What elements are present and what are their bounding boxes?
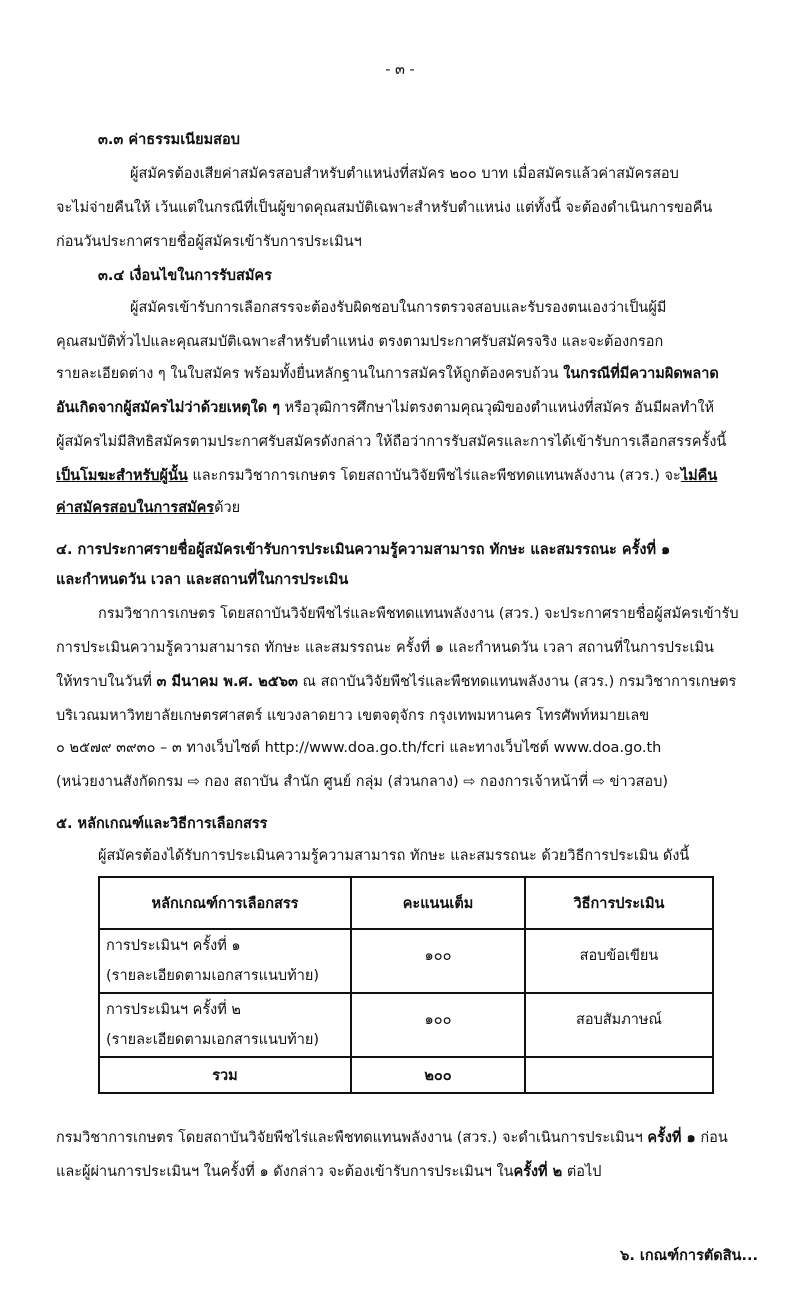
criterion-cell <box>99 993 351 1057</box>
paragraph-line <box>56 1162 601 1182</box>
paragraph-line <box>56 466 717 486</box>
emphasis-underlined-text: ค่าสมัครสอบในการสมัคร <box>56 500 215 516</box>
paragraph-line: ผู้สมัครต้องได้รับการประเมินความรู้ความสามารถ ทักษะ และสมรรถนะ ด้วยวิธีการประเมิน ดังนี้ <box>98 848 690 864</box>
paragraph-line: ๐ ๒๕๗๙ ๓๙๓๐ – ๓ ทางเว็บไซต์ http://www.doa.go.th/fcri และทางเว็บไซต์ www.doa.go.th <box>56 740 662 756</box>
text-run: รายละเอียดต่าง ๆ ในใบสมัคร พร้อมทั้งยื่นหลักฐานในการสมัครให้ถูกต้องครบถ้วน <box>56 366 564 382</box>
emphasis-text: ครั้งที่ ๒ <box>513 1164 563 1180</box>
text-run: ณ สถาบันวิจัยพืชไร่และพืชทดแทนพลังงาน (สวร.) กรมวิชาการเกษตร <box>297 674 737 690</box>
paragraph-line: คุณสมบัติทั่วไปและคุณสมบัติเฉพาะสำหรับตำแหน่ง ตรงตามประกาศรับสมัครจริง และจะต้องกรอก <box>56 334 664 350</box>
criterion-name: การประเมินฯ ครั้งที่ ๑ <box>106 938 241 954</box>
total-method <box>525 1057 713 1093</box>
criterion-name: การประเมินฯ ครั้งที่ ๒ <box>106 1002 241 1018</box>
text-run: ด้วย <box>214 500 241 516</box>
section-4-heading-cont: และกำหนดวัน เวลา และสถานที่ในการประเมิน <box>56 572 349 588</box>
section-4-heading: ๔. การประกาศรายชื่อผู้สมัครเข้ารับการประเมินความรู้ความสามารถ ทักษะ และสมรรถนะ ครั้งที่ ๑ <box>56 542 671 558</box>
arrow-right-icon: ⇨ <box>592 774 605 790</box>
paragraph-line <box>56 672 736 692</box>
method-cell: สอบสัมภาษณ์ <box>525 993 713 1057</box>
next-section-continuation: ๖. เกณฑ์การตัดสิน... <box>620 1248 758 1264</box>
emphasis-underlined-text: เป็นโมฆะสำหรับผู้นั้น <box>56 468 188 484</box>
table-header-cell: คะแนนเต็ม <box>351 877 525 929</box>
paragraph-line <box>56 498 240 518</box>
section-3-3-heading: ๓.๓ ค่าธรรมเนียมสอบ <box>98 132 240 148</box>
table-header-cell: วิธีการประเมิน <box>525 877 713 929</box>
announcement-date: ๓ มีนาคม พ.ศ. ๒๕๖๓ <box>156 674 298 690</box>
text-run: และผู้ผ่านการประเมินฯ ในครั้งที่ ๑ ดังกล่าว จะต้องเข้ารับการประเมินฯ ใน <box>56 1164 514 1180</box>
arrow-right-icon: ⇨ <box>187 774 200 790</box>
page-number: - ๓ - <box>385 62 415 78</box>
paragraph-line: กรมวิชาการเกษตร โดยสถาบันวิจัยพืชไร่และพืชทดแทนพลังงาน (สวร.) จะประกาศรายชื่อผู้สมัครเข้ารับ <box>98 606 739 622</box>
arrow-right-icon: ⇨ <box>463 774 476 790</box>
text-run: (หน่วยงานสังกัดกรม <box>56 774 188 790</box>
criterion-detail: (รายละเอียดตามเอกสารแนบท้าย) <box>106 968 319 984</box>
score-cell: ๑๐๐ <box>351 993 525 1057</box>
criterion-cell <box>99 929 351 993</box>
paragraph-line <box>56 1128 728 1148</box>
score-cell: ๑๐๐ <box>351 929 525 993</box>
table-header-cell: หลักเกณฑ์การเลือกสรร <box>99 877 351 929</box>
text-run: ให้ทราบในวันที่ <box>56 674 157 690</box>
text-run: และกรมวิชาการเกษตร โดยสถาบันวิจัยพืชไร่และพืชทดแทนพลังงาน (สวร.) จะ <box>187 468 681 484</box>
paragraph-line: ผู้สมัครไม่มีสิทธิสมัครตามประกาศรับสมัครดังกล่าว ให้ถือว่าการรับสมัครและการได้เข้ารับการเลือกสรรครั้งนี้ <box>56 434 727 450</box>
total-score: ๒๐๐ <box>351 1057 525 1093</box>
selection-criteria-table <box>98 876 714 1094</box>
section-5-heading: ๕. หลักเกณฑ์และวิธีการเลือกสรร <box>56 816 268 832</box>
table-row <box>99 929 713 993</box>
text-run: ก่อน <box>695 1130 728 1146</box>
emphasis-text: ในกรณีที่มีความผิดพลาด <box>563 366 719 382</box>
paragraph-line: ก่อนวันประกาศรายชื่อผู้สมัครเข้ารับการประเมินฯ <box>56 234 362 250</box>
paragraph-line: การประเมินความรู้ความสามารถ ทักษะ และสมรรถนะ ครั้งที่ ๑ และกำหนดวัน เวลา สถานที่ในการประเมิน <box>56 640 714 656</box>
method-cell: สอบข้อเขียน <box>525 929 713 993</box>
text-run: กรมวิชาการเกษตร โดยสถาบันวิจัยพืชไร่และพืชทดแทนพลังงาน (สวร.) จะดำเนินการประเมินฯ <box>56 1130 648 1146</box>
text-run: กองการเจ้าหน้าที่ <box>475 774 593 790</box>
paragraph-line: จะไม่จ่ายคืนให้ เว้นแต่ในกรณีที่เป็นผู้ขาดคุณสมบัติเฉพาะสำหรับตำแหน่ง แต่ทั้งนี้ จะต้องดำเนินการขอคืน <box>56 200 713 216</box>
paragraph-line <box>56 398 714 418</box>
table-total-row <box>99 1057 713 1093</box>
text-run: หรือวุฒิการศึกษาไม่ตรงตามคุณวุฒิของตำแหน่งที่สมัคร อันมีผลทำให้ <box>280 400 715 416</box>
emphasis-text: ครั้งที่ ๑ <box>647 1130 696 1146</box>
table-header-row <box>99 877 713 929</box>
section-3-4-heading: ๓.๔ เงื่อนไขในการรับสมัคร <box>98 268 272 284</box>
paragraph-line: บริเวณมหาวิทยาลัยเกษตรศาสตร์ แขวงลาดยาว เขตจตุจักร กรุงเทพมหานคร โทรศัพท์หมายเลข <box>56 708 650 724</box>
emphasis-underlined-text: ไม่คืน <box>680 468 718 484</box>
text-run: ข่าวสอบ) <box>604 774 669 790</box>
table-row <box>99 993 713 1057</box>
text-run: ต่อไป <box>562 1164 602 1180</box>
text-run: กอง สถาบัน สำนัก ศูนย์ กลุ่ม (ส่วนกลาง) <box>199 774 464 790</box>
paragraph-line: ผู้สมัครต้องเสียค่าสมัครสอบสำหรับตำแหน่งที่สมัคร ๒๐๐ บาท เมื่อสมัครแล้วค่าสมัครสอบ <box>130 166 679 182</box>
emphasis-text: อันเกิดจากผู้สมัครไม่ว่าด้วยเหตุใด ๆ <box>56 400 281 416</box>
total-label: รวม <box>99 1057 351 1093</box>
website-navigation-path <box>56 772 668 792</box>
paragraph-line: ผู้สมัครเข้ารับการเลือกสรรจะต้องรับผิดชอบในการตรวจสอบและรับรองตนเองว่าเป็นผู้มี <box>130 300 667 316</box>
criterion-detail: (รายละเอียดตามเอกสารแนบท้าย) <box>106 1032 319 1048</box>
paragraph-line <box>56 364 719 384</box>
